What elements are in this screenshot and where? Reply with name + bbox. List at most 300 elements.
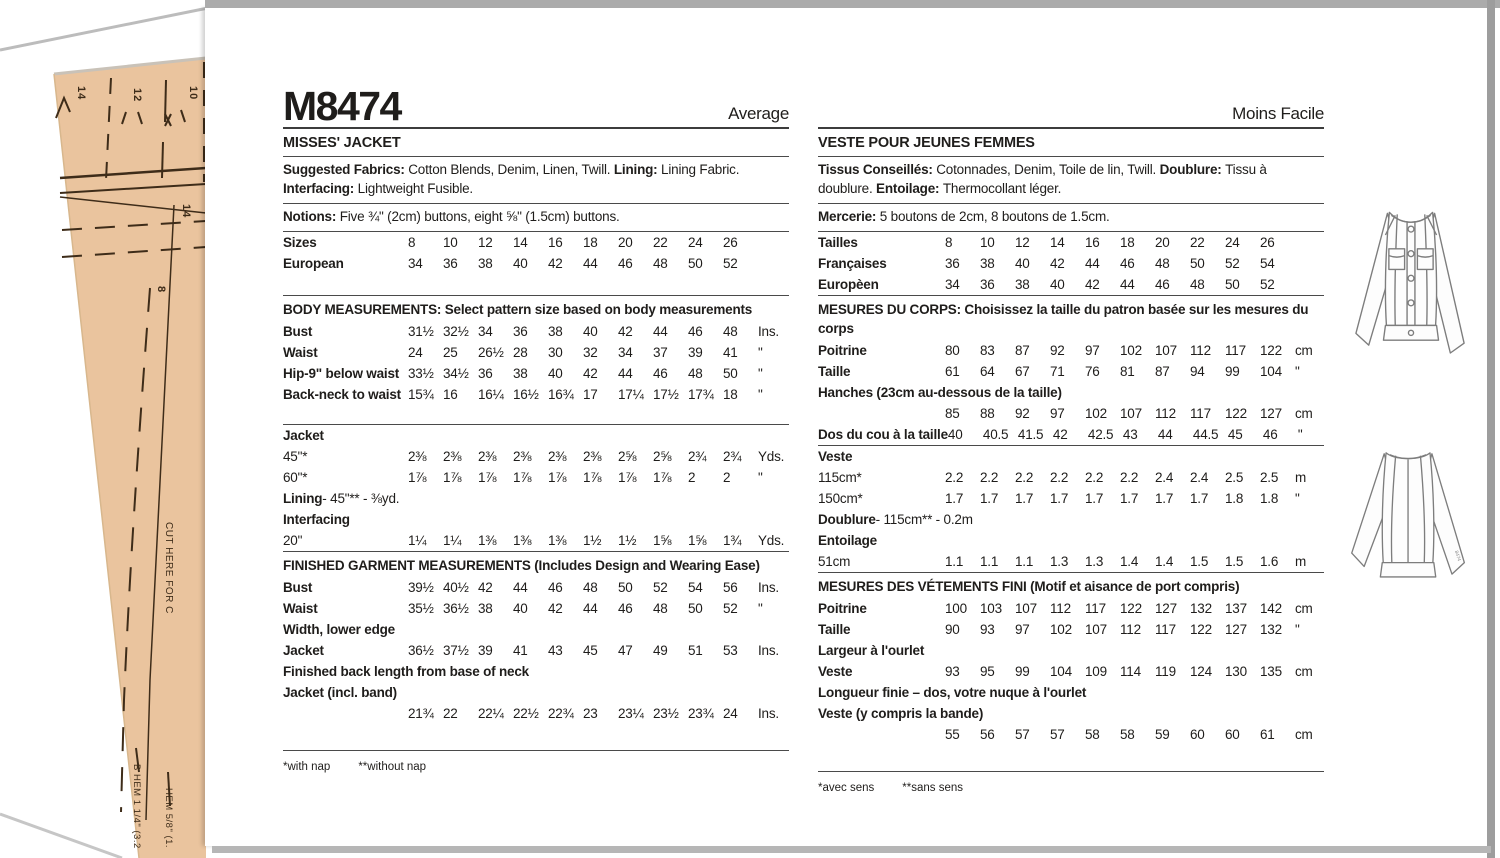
cell-value: 112 xyxy=(1120,622,1141,637)
cell-value: 36½ xyxy=(443,601,469,616)
cell-value: 42 xyxy=(548,601,563,616)
cell-value: 42 xyxy=(583,366,598,381)
cell-value: 2¾ xyxy=(723,449,742,464)
cell-value: 34 xyxy=(945,277,960,292)
table-row xyxy=(818,361,1324,382)
size-table-fr xyxy=(818,232,1324,295)
body-measurements-heading-en: BODY MEASUREMENTS: Select pattern size based on body measurements xyxy=(283,302,753,317)
row-label-tail: - 45"** - ⅜yd. xyxy=(322,491,400,506)
cell-value: 2.2 xyxy=(1015,470,1034,485)
table-row xyxy=(818,724,1324,745)
cell-value: 2⅜ xyxy=(408,449,427,464)
unit-label: m xyxy=(1295,470,1307,485)
row-label: Taille xyxy=(818,364,851,379)
row-label: Hip-9" below waist xyxy=(283,366,400,381)
row-label: Interfacing xyxy=(283,512,350,527)
text-segment: Cotton Blends, Denim, Linen, Twill. xyxy=(408,162,614,177)
cell-value: 52 xyxy=(1260,277,1275,292)
cell-value: 104 xyxy=(1260,364,1282,379)
cell-value: 26 xyxy=(1260,235,1275,250)
french-column xyxy=(818,80,1324,799)
cell-value: 17½ xyxy=(653,387,679,402)
envelope-top-shadow xyxy=(205,0,1500,8)
cell-value: 8 xyxy=(408,235,416,250)
row-label: 115cm* xyxy=(818,470,862,485)
cell-value: 2.5 xyxy=(1225,470,1244,485)
table-row xyxy=(283,232,789,253)
cell-value: 43 xyxy=(548,643,563,658)
cell-value: 1¼ xyxy=(408,533,427,548)
cell-value: 43 xyxy=(1122,427,1138,442)
cell-value: 2.5 xyxy=(1260,470,1279,485)
cell-value: 48 xyxy=(583,580,598,595)
cell-value: 2⅜ xyxy=(478,449,497,464)
cell-value: 36½ xyxy=(408,643,434,658)
table-row xyxy=(818,509,1324,530)
table-row xyxy=(283,488,789,509)
cell-value: 1.3 xyxy=(1050,554,1069,569)
cell-value: 42.5 xyxy=(1087,427,1114,442)
row-label-tail: - 115cm** - 0.2m xyxy=(875,512,973,527)
body-measurements-table-en xyxy=(283,321,789,405)
unit-label: Ins. xyxy=(758,706,779,721)
cell-value: 14 xyxy=(1050,235,1065,250)
pattern-number: M8474 xyxy=(283,83,401,129)
cell-value: 18 xyxy=(1120,235,1135,250)
cell-value: 1⅞ xyxy=(443,470,462,485)
cell-value: 42 xyxy=(1085,277,1100,292)
row-label: Back-neck to waist xyxy=(283,387,401,402)
table-row xyxy=(818,619,1324,640)
footnotes-en xyxy=(283,751,789,778)
cell-value: 1⅝ xyxy=(653,533,672,548)
table-row xyxy=(818,446,1324,467)
cell-value: 117 xyxy=(1190,406,1211,421)
table-row xyxy=(283,577,789,598)
cell-value: 28 xyxy=(513,345,528,360)
cell-value: 46 xyxy=(1120,256,1135,271)
cell-value: 97 xyxy=(1015,622,1030,637)
cell-value: 30 xyxy=(548,345,563,360)
cell-value: 56 xyxy=(723,580,738,595)
cell-value: 8 xyxy=(945,235,953,250)
cell-value: 40 xyxy=(583,324,598,339)
cell-value: 42 xyxy=(1050,256,1065,271)
cell-value: 22¾ xyxy=(548,706,574,721)
cell-value: 127 xyxy=(1260,406,1282,421)
jacket-back-sleeve-number: 8474 xyxy=(1452,550,1461,562)
cell-value: 1⅞ xyxy=(653,470,672,485)
cell-value: 95 xyxy=(980,664,995,679)
table-row xyxy=(818,424,1324,445)
table-row xyxy=(818,661,1324,682)
cell-value: 109 xyxy=(1085,664,1107,679)
cell-value: 1.7 xyxy=(1085,491,1104,506)
cell-value: 41.5 xyxy=(1017,427,1044,442)
tissue-size-label: 14 xyxy=(180,204,192,219)
cell-value: 22½ xyxy=(513,706,539,721)
cell-value: 16 xyxy=(1085,235,1100,250)
cell-value: 23¾ xyxy=(688,706,714,721)
cell-value: 52 xyxy=(723,601,738,616)
cell-value: 99 xyxy=(1225,364,1240,379)
cell-value: 76 xyxy=(1085,364,1100,379)
cell-value: 58 xyxy=(1120,727,1135,742)
text-segment-bold: Notions: xyxy=(283,209,340,224)
row-label: Entoilage xyxy=(818,533,877,548)
cell-value: 10 xyxy=(980,235,995,250)
cell-value: 20 xyxy=(1155,235,1170,250)
yardage-table-fr xyxy=(818,446,1324,572)
cell-value: 17 xyxy=(583,387,598,402)
cell-value: 46 xyxy=(653,366,668,381)
table-row xyxy=(818,382,1324,403)
unit-label: Ins. xyxy=(758,324,779,339)
cell-value: 2⅝ xyxy=(653,449,672,464)
cell-value: 1.8 xyxy=(1260,491,1279,506)
cell-value: 46 xyxy=(1262,427,1278,442)
difficulty-rating-fr: Moins Facile xyxy=(1232,104,1324,123)
cell-value: 50 xyxy=(688,256,703,271)
unit-label: Yds. xyxy=(758,449,785,464)
cell-value: 103 xyxy=(980,601,1002,616)
row-label: Jacket (incl. band) xyxy=(283,685,397,700)
table-row xyxy=(818,682,1324,703)
cell-value: 93 xyxy=(945,664,960,679)
cell-value: 100 xyxy=(945,601,967,616)
cell-value: 48 xyxy=(653,256,668,271)
cell-value: 42 xyxy=(548,256,563,271)
cell-value: 1.7 xyxy=(945,491,964,506)
cell-value: 112 xyxy=(1050,601,1071,616)
cell-value: 1.4 xyxy=(1155,554,1174,569)
cell-value: 40 xyxy=(1050,277,1065,292)
cell-value: 12 xyxy=(1015,235,1030,250)
finished-measurements-heading-fr: MESURES DES VÉTEMENTS FINI (Motif et aisance de port compris) xyxy=(818,579,1240,594)
footnotes-fr xyxy=(818,772,1324,799)
table-row xyxy=(283,253,789,274)
table-row xyxy=(283,640,789,661)
cell-value: 40 xyxy=(513,256,528,271)
cell-value: 37½ xyxy=(443,643,469,658)
cell-value: 22 xyxy=(1190,235,1205,250)
cell-value: 10 xyxy=(443,235,458,250)
cell-value: 51 xyxy=(688,643,703,658)
french-header xyxy=(818,80,1324,127)
cell-value: 45 xyxy=(583,643,598,658)
cell-value: 50 xyxy=(688,601,703,616)
cell-value: 53 xyxy=(723,643,738,658)
cell-value: 1⅝ xyxy=(688,533,707,548)
footnote: *with nap xyxy=(283,761,331,773)
table-row xyxy=(818,253,1324,274)
cell-value: 1½ xyxy=(583,533,602,548)
body-measurements-table-fr xyxy=(818,340,1324,445)
cell-value: 2.2 xyxy=(1085,470,1104,485)
cell-value: 61 xyxy=(945,364,960,379)
notions-text-en xyxy=(283,204,789,231)
cell-value: 59 xyxy=(1155,727,1170,742)
row-label: Poitrine xyxy=(818,343,867,358)
unit-label: Ins. xyxy=(758,580,779,595)
row-label: Jacket xyxy=(283,643,324,658)
cell-value: 50 xyxy=(723,366,738,381)
table-row xyxy=(283,342,789,363)
cell-value: 1.5 xyxy=(1225,554,1244,569)
cell-value: 122 xyxy=(1120,601,1142,616)
row-label: 20" xyxy=(283,533,303,548)
cell-value: 122 xyxy=(1225,406,1247,421)
cell-value: 2.2 xyxy=(945,470,964,485)
text-segment-bold: Tissus Conseillés: xyxy=(818,162,937,177)
row-label: Europèen xyxy=(818,277,879,292)
unit-label: cm xyxy=(1295,406,1313,421)
cell-value: 44 xyxy=(1085,256,1100,271)
text-segment-bold: Suggested Fabrics: xyxy=(283,162,409,177)
row-label: Longueur finie – dos, votre nuque à l'ourlet xyxy=(818,685,1087,700)
table-row xyxy=(283,682,789,703)
cell-value: 1.5 xyxy=(1190,554,1209,569)
garment-title-fr: VESTE POUR JEUNES FEMMES xyxy=(818,135,1035,151)
text-segment: Cotonnades, Denim, Toile de lin, Twill. xyxy=(936,162,1160,177)
table-row xyxy=(818,598,1324,619)
cell-value: 40.5 xyxy=(982,427,1009,442)
cell-value: 20 xyxy=(618,235,633,250)
unit-label: cm xyxy=(1295,727,1313,742)
cell-value: 48 xyxy=(688,366,703,381)
unit-label: " xyxy=(758,366,763,381)
tissue-size-label: 8 xyxy=(155,286,167,294)
cell-value: 2.2 xyxy=(1050,470,1069,485)
row-label: Veste xyxy=(818,449,853,464)
unit-label: m xyxy=(1295,554,1307,569)
envelope-right-fold xyxy=(1487,0,1495,858)
cell-value: 18 xyxy=(723,387,738,402)
unit-label: " xyxy=(1295,364,1300,379)
row-label: Waist xyxy=(283,345,318,360)
cell-value: 39 xyxy=(688,345,703,360)
cell-value: 88 xyxy=(980,406,995,421)
cell-value: 52 xyxy=(653,580,668,595)
cell-value: 93 xyxy=(980,622,995,637)
table-row xyxy=(283,619,789,640)
cell-value: 1.1 xyxy=(945,554,964,569)
cell-value: 2⅝ xyxy=(618,449,637,464)
cell-value: 46 xyxy=(1155,277,1170,292)
row-label: Dos du cou à la taille xyxy=(818,427,948,442)
cell-value: 40 xyxy=(947,427,963,442)
cell-value: 1½ xyxy=(618,533,637,548)
cell-value: 1⅜ xyxy=(478,533,497,548)
unit-label: Yds. xyxy=(758,533,785,548)
cell-value: 61 xyxy=(1260,727,1275,742)
cell-value: 87 xyxy=(1015,343,1030,358)
cell-value: 1⅞ xyxy=(408,470,427,485)
cell-value: 104 xyxy=(1050,664,1072,679)
cell-value: 34 xyxy=(478,324,493,339)
cell-value: 41 xyxy=(513,643,528,658)
unit-label: " xyxy=(1295,491,1300,506)
cell-value: 31½ xyxy=(408,324,434,339)
tissue-size-label: 12 xyxy=(131,88,143,103)
row-label: Veste (y compris la bande) xyxy=(818,706,984,721)
row-label: Width, lower edge xyxy=(283,622,395,637)
cell-value: 107 xyxy=(1015,601,1037,616)
text-segment: Five ¾" (2cm) buttons, eight ⅝" (1.5cm) buttons. xyxy=(339,209,620,224)
cell-value: 44.5 xyxy=(1192,427,1219,442)
cell-value: 102 xyxy=(1085,406,1107,421)
table-row xyxy=(283,384,789,405)
cell-value: 12 xyxy=(478,235,493,250)
cell-value: 50 xyxy=(618,580,633,595)
cell-value: 55 xyxy=(945,727,960,742)
cell-value: 2⅜ xyxy=(548,449,567,464)
pattern-tissue xyxy=(0,0,215,858)
cell-value: 2.4 xyxy=(1155,470,1174,485)
text-segment: Lightweight Fusible. xyxy=(357,181,473,196)
cell-value: 34 xyxy=(408,256,423,271)
yardage-table-en xyxy=(283,425,789,551)
table-row xyxy=(818,551,1324,572)
text-segment: Tissu à doublure. xyxy=(818,162,1267,196)
cell-value: 112 xyxy=(1155,406,1176,421)
cell-value: 38 xyxy=(548,324,563,339)
cell-value: 1.7 xyxy=(1015,491,1034,506)
cell-value: 1⅞ xyxy=(618,470,637,485)
cell-value: 80 xyxy=(945,343,960,358)
english-header xyxy=(283,80,789,127)
cell-value: 46 xyxy=(688,324,703,339)
backing-sheet-edge xyxy=(0,8,208,50)
cell-value: 67 xyxy=(1015,364,1030,379)
cell-value: 60 xyxy=(1225,727,1240,742)
cell-value: 37 xyxy=(653,345,668,360)
cell-value: 2.2 xyxy=(980,470,999,485)
table-row xyxy=(818,232,1324,253)
cell-value: 36 xyxy=(980,277,995,292)
cell-value: 2¾ xyxy=(688,449,707,464)
cell-value: 46 xyxy=(618,601,633,616)
cell-value: 38 xyxy=(478,256,493,271)
cell-value: 47 xyxy=(618,643,633,658)
jacket-front-drawing xyxy=(1352,198,1470,390)
cell-value: 56 xyxy=(980,727,995,742)
notions-text-fr xyxy=(818,204,1324,231)
row-label: 45"* xyxy=(283,449,308,464)
cell-value: 2⅜ xyxy=(513,449,532,464)
cell-value: 97 xyxy=(1085,343,1100,358)
table-row xyxy=(283,509,789,530)
table-row xyxy=(818,467,1324,488)
cell-value: 46 xyxy=(548,580,563,595)
cell-value: 1.7 xyxy=(1050,491,1069,506)
cell-value: 24 xyxy=(688,235,703,250)
english-column xyxy=(283,80,789,778)
cell-value: 1.4 xyxy=(1120,554,1139,569)
unit-label: Ins. xyxy=(758,643,779,658)
table-row xyxy=(283,598,789,619)
table-row xyxy=(818,703,1324,724)
row-label: Bust xyxy=(283,324,313,339)
cell-value: 17¼ xyxy=(618,387,644,402)
row-label: Françaises xyxy=(818,256,887,271)
table-row xyxy=(283,661,789,682)
cell-value: 64 xyxy=(980,364,995,379)
cell-value: 1⅞ xyxy=(478,470,497,485)
unit-label: " xyxy=(1295,622,1300,637)
unit-label: cm xyxy=(1295,601,1313,616)
cell-value: 114 xyxy=(1120,664,1141,679)
tissue-cut-label: CUT HERE FOR C xyxy=(163,522,174,614)
cell-value: 92 xyxy=(1050,343,1065,358)
cell-value: 107 xyxy=(1155,343,1177,358)
row-label: Waist xyxy=(283,601,318,616)
cell-value: 50 xyxy=(1190,256,1205,271)
row-label: Finished back length from base of neck xyxy=(283,664,529,679)
cell-value: 48 xyxy=(1190,277,1205,292)
text-segment-bold: Entoilage: xyxy=(876,181,943,196)
text-segment-bold: Mercerie: xyxy=(818,209,880,224)
cell-value: 1¼ xyxy=(443,533,462,548)
cell-value: 32½ xyxy=(443,324,469,339)
difficulty-rating-en: Average xyxy=(728,104,789,123)
row-label: Jacket xyxy=(283,428,324,443)
cell-value: 107 xyxy=(1085,622,1107,637)
cell-value: 44 xyxy=(583,601,598,616)
cell-value: 22 xyxy=(653,235,668,250)
unit-label: " xyxy=(1297,427,1303,442)
cell-value: 40½ xyxy=(443,580,469,595)
cell-value: 16½ xyxy=(513,387,539,402)
cell-value: 44 xyxy=(618,366,633,381)
cell-value: 21¾ xyxy=(408,706,434,721)
cell-value: 39 xyxy=(478,643,493,658)
cell-value: 81 xyxy=(1120,364,1135,379)
cell-value: 25 xyxy=(443,345,458,360)
cell-value: 1¾ xyxy=(723,533,742,548)
cell-value: 38 xyxy=(1015,277,1030,292)
row-label: Veste xyxy=(818,664,853,679)
cell-value: 42 xyxy=(1052,427,1068,442)
cell-value: 119 xyxy=(1155,664,1176,679)
text-segment: 5 boutons de 2cm, 8 boutons de 1.5cm. xyxy=(879,209,1110,224)
cell-value: 35½ xyxy=(408,601,434,616)
cell-value: 34 xyxy=(618,345,633,360)
unit-label: cm xyxy=(1295,664,1313,679)
text-segment: Thermocollant léger. xyxy=(942,181,1062,196)
garment-title-en: MISSES' JACKET xyxy=(283,135,401,151)
unit-label: cm xyxy=(1295,343,1313,358)
finished-measurements-table-en xyxy=(283,577,789,724)
tissue-hem-label-b: B HEM 1 1/4" (3.2 xyxy=(131,764,142,849)
cell-value: 32 xyxy=(583,345,598,360)
cell-value: 132 xyxy=(1190,601,1212,616)
cell-value: 36 xyxy=(478,366,493,381)
cell-value: 127 xyxy=(1225,622,1247,637)
cell-value: 102 xyxy=(1120,343,1142,358)
cell-value: 130 xyxy=(1225,664,1247,679)
cell-value: 36 xyxy=(443,256,458,271)
jacket-back-hem-band xyxy=(1380,563,1435,577)
cell-value: 1.6 xyxy=(1260,554,1279,569)
tissue-size-label: 14 xyxy=(75,86,87,101)
cell-value: 92 xyxy=(1015,406,1030,421)
row-label: Hanches (23cm au-dessous de la taille) xyxy=(818,385,1062,400)
cell-value: 1.7 xyxy=(1155,491,1174,506)
cell-value: 2 xyxy=(688,470,696,485)
cell-value: 15¾ xyxy=(408,387,434,402)
cell-value: 24 xyxy=(1225,235,1240,250)
